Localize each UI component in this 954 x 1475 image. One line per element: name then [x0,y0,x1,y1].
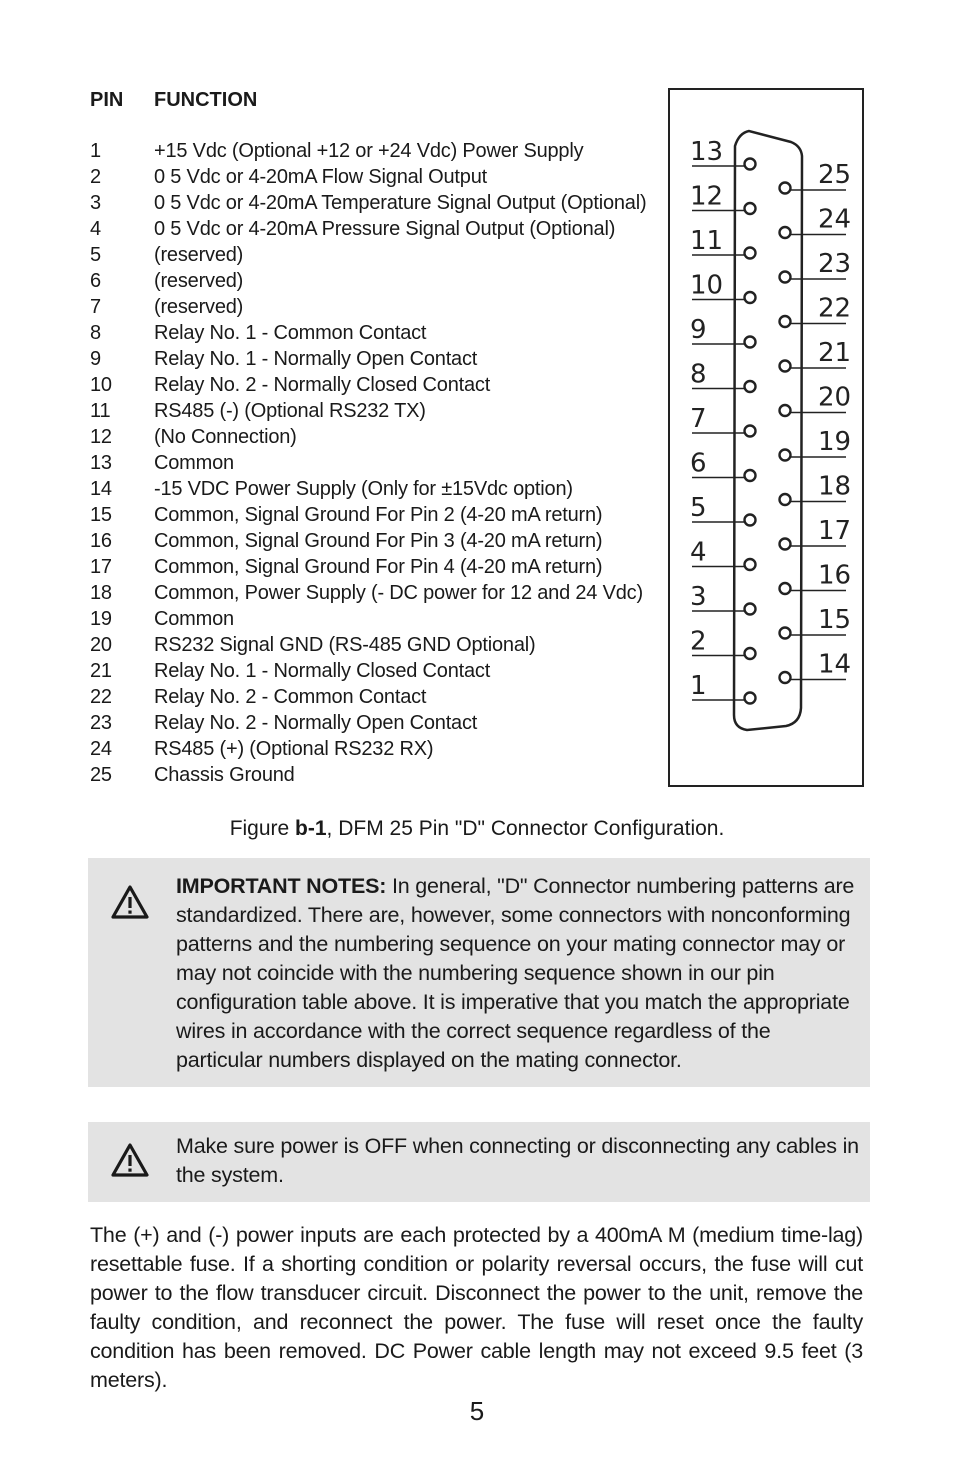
pin-function: Relay No. 1 - Normally Open Contact [154,348,478,370]
table-row [90,762,660,788]
pin-number: 8 [90,322,101,344]
pin-function: RS232 Signal GND (RS-485 GND Optional) [154,634,536,656]
pin-number: 9 [90,348,101,370]
pin-function: Relay No. 2 - Normally Closed Contact [154,374,491,396]
table-row [90,346,660,372]
pin-contact [745,470,756,481]
pin-function: Common, Signal Ground For Pin 2 (4-20 mA return) [154,504,603,526]
table-row [90,138,660,164]
table-row [90,580,660,606]
pin-label-right: 20 [818,382,852,413]
table-row [90,554,660,580]
pin-contact [745,381,756,392]
table-row [90,320,660,346]
pin-function: Common, Signal Ground For Pin 3 (4-20 mA return) [154,530,603,552]
pin-number: 10 [90,374,112,396]
fuse-protection-paragraph: The (+) and (-) power inputs are each protected by a 400mA M (medium time-lag) resettable fuse. If a shorting condition or polarity reversal occurs, the fuse will cut power to the flow transducer circuit. Disconnect the power to the unit, remove the faulty condition, and reconnect the power. The fuse will reset once the faulty condition has been removed. DC Power cable length may not exceed 9.5 feet (3 meters). [90,1223,863,1392]
pin-contact [745,648,756,659]
pin-column-header: PIN [90,89,124,111]
pin-contact [745,292,756,303]
pin-contact [780,316,791,327]
figure-caption [0,815,954,843]
pin-contact [745,426,756,437]
pin-number: 2 [90,166,101,188]
table-row [90,710,660,736]
table-row [90,242,660,268]
table-row [90,632,660,658]
pin-number: 5 [90,244,101,266]
pin-label-right: 18 [818,471,852,502]
important-notes-label: IMPORTANT NOTES: [176,874,387,898]
pin-contact [745,159,756,170]
pin-function: Common, Signal Ground For Pin 4 (4-20 mA return) [154,556,603,578]
pin-label-right: 19 [818,427,852,457]
pin-label-left: 7 [690,404,707,434]
pin-label-left: 2 [690,626,707,657]
pin-label-right: 24 [818,204,852,235]
warning-triangle-icon [110,1142,150,1178]
table-row [90,450,660,476]
pin-number: 3 [90,192,101,214]
pin-number: 21 [90,660,112,682]
pin-function: Relay No. 1 - Common Contact [154,322,427,344]
table-row [90,190,660,216]
pin-number: 1 [90,140,101,162]
table-row [90,528,660,554]
pin-label-left: 4 [690,537,707,568]
pin-contact [745,337,756,348]
pin-table-header [90,86,660,114]
page-number: 5 [469,1396,485,1426]
pin-function: RS485 (-) (Optional RS232 TX) [154,400,426,422]
pin-function: (No Connection) [154,426,297,448]
pin-function: (reserved) [154,270,244,292]
table-row [90,164,660,190]
pin-function: 0 5 Vdc or 4-20mA Temperature Signal Output (Optional) [154,192,647,214]
pin-number: 20 [90,634,112,656]
pin-number: 22 [90,686,112,708]
pin-label-right: 23 [818,249,852,279]
table-row [90,372,660,398]
pin-label-right: 17 [818,516,852,546]
pin-contact [780,272,791,283]
pin-label-left: 13 [690,137,724,167]
pin-number: 25 [90,764,112,786]
pin-function: (reserved) [154,296,244,318]
pin-number: 13 [90,452,112,474]
pin-label-left: 1 [690,671,707,701]
pin-function-table [90,86,660,788]
pin-contact [745,515,756,526]
pin-label-right: 15 [818,605,852,635]
pin-function: (reserved) [154,244,244,266]
pin-contact [780,583,791,594]
pin-function: Relay No. 2 - Normally Open Contact [154,712,478,734]
pin-number: 11 [90,400,111,422]
pin-contact [745,203,756,214]
pin-number: 17 [90,556,112,578]
pin-label-right: 14 [818,649,852,680]
pin-number: 12 [90,426,112,448]
pin-number: 7 [90,296,101,318]
pin-label-left: 6 [690,448,707,479]
pin-label-left: 9 [690,315,707,345]
table-row [90,606,660,632]
table-row [90,424,660,450]
d-connector-drawing [670,90,866,789]
pin-function: Common, Power Supply (- DC power for 12 and 24 Vdc) [154,582,643,604]
caption-text: , DFM 25 Pin "D" Connector Configuration. [326,817,725,840]
pin-function: Relay No. 1 - Normally Closed Contact [154,660,491,682]
pin-label-left: 10 [690,270,724,301]
pin-contact [745,559,756,570]
pin-function: Chassis Ground [154,764,295,786]
pin-function: Relay No. 2 - Common Contact [154,686,427,708]
table-row [90,294,660,320]
pin-function: 0 5 Vdc or 4-20mA Flow Signal Output [154,166,487,188]
pin-number: 6 [90,270,101,292]
pin-label-right: 25 [818,160,852,190]
pin-contact [745,248,756,259]
pin-function: -15 VDC Power Supply (Only for ±15Vdc option) [154,478,573,500]
pin-number: 23 [90,712,112,734]
pin-number: 4 [90,218,101,240]
pin-label-left: 5 [690,493,707,523]
pin-contact [780,539,791,550]
pin-label-left: 12 [690,181,724,212]
pin-contact [780,494,791,505]
pin-label-right: 22 [818,293,852,324]
pin-number: 19 [90,608,112,630]
pin-contact [745,693,756,704]
pin-function: 0 5 Vdc or 4-20mA Pressure Signal Output (Optional) [154,218,616,240]
table-row [90,502,660,528]
important-notes-box [88,858,870,1087]
pin-number: 16 [90,530,112,552]
pin-function: +15 Vdc (Optional +12 or +24 Vdc) Power Supply [154,140,584,162]
pin-contact [780,405,791,416]
pin-label-left: 8 [690,359,707,390]
power-warning-box [88,1122,870,1202]
table-row [90,476,660,502]
table-row [90,398,660,424]
pin-number: 18 [90,582,112,604]
table-row [90,268,660,294]
pin-label-right: 16 [818,560,852,591]
table-row [90,736,660,762]
pin-label-right: 21 [818,338,852,368]
important-notes-body: In general, "D" Connector numbering patterns are standardized. There are, however, some connectors with nonconforming patterns and the numbering sequence on your mating connector may or may not coincide with the numbering sequence shown in our pin configuration table above. It is imperative that you match the appropriate wires in accordance with the correct sequence regardless of the particular numbers displayed on the mating connector. [176,874,855,1072]
pin-number: 24 [90,738,112,760]
pin-function: Common [154,608,234,630]
power-warning-text: Make sure power is OFF when connecting or disconnecting any cables in the system. [176,1134,859,1187]
warning-triangle-icon [110,884,150,920]
table-row [90,684,660,710]
pin-contact [780,628,791,639]
pin-contact [780,450,791,461]
pin-contact [780,672,791,683]
table-row [90,216,660,242]
pin-label-left: 11 [690,226,724,256]
caption-figure-id: b-1 [295,817,327,840]
pin-table-rows [90,138,660,788]
pin-function: Common [154,452,234,474]
caption-prefix: Figure [229,817,296,840]
d-connector-figure [668,88,864,787]
important-notes-text [176,872,862,1075]
pin-number: 14 [90,478,112,500]
function-column-header: FUNCTION [154,89,258,111]
pin-function: RS485 (+) (Optional RS232 RX) [154,738,434,760]
pin-label-left: 3 [690,582,707,612]
pin-contact [780,227,791,238]
pin-number: 15 [90,504,112,526]
pin-contact [780,361,791,372]
pin-contact [745,604,756,615]
pin-contact [780,183,791,194]
table-row [90,658,660,684]
